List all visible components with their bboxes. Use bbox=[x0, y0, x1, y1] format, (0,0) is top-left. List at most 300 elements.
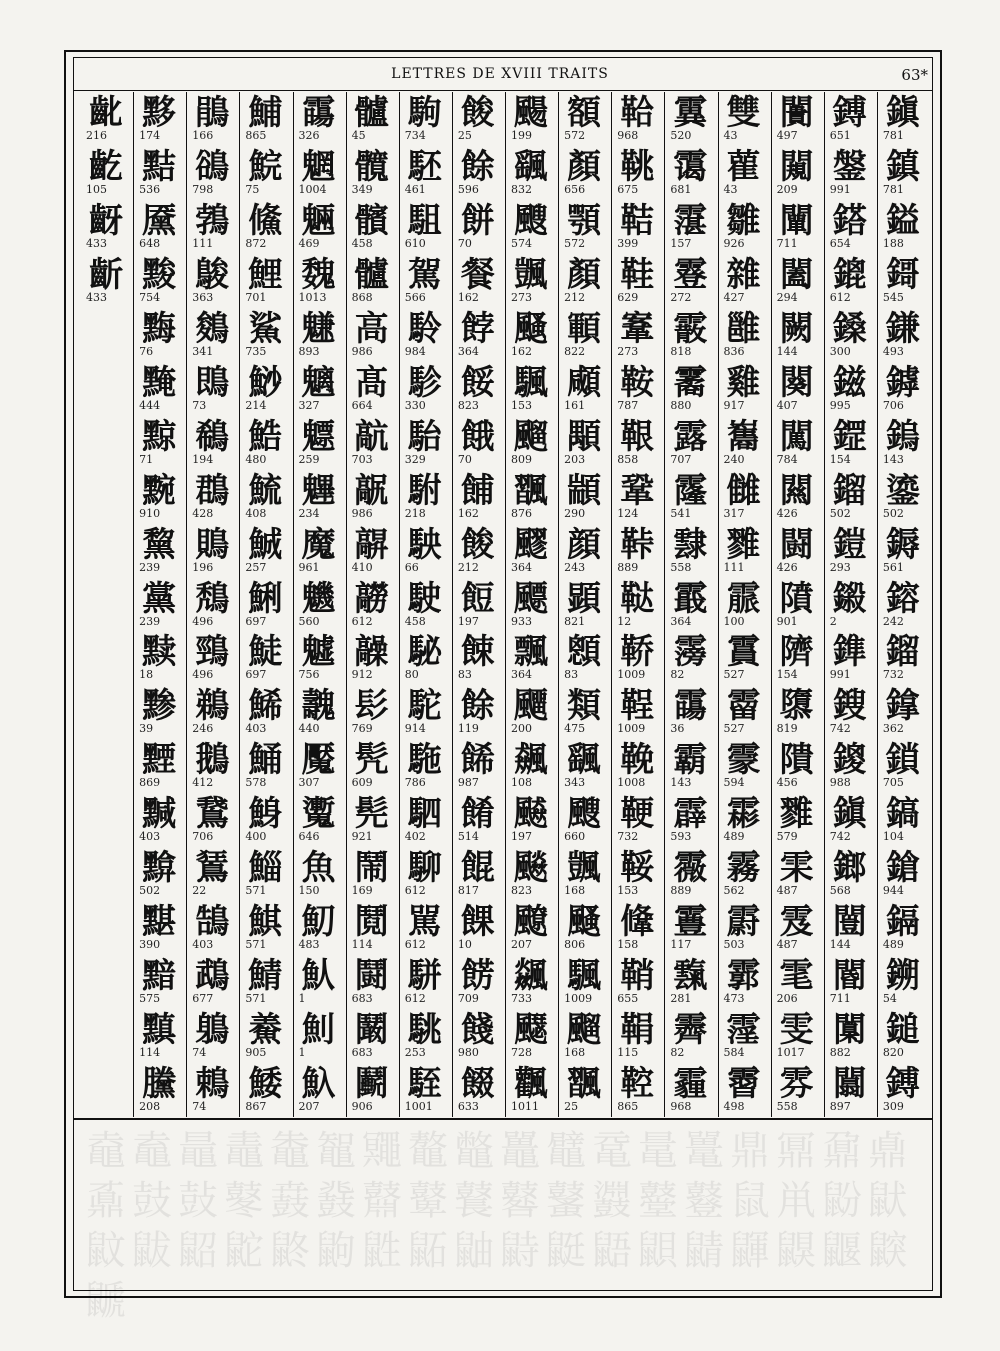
character-entry bbox=[718, 416, 771, 471]
character-glyph: 駗 bbox=[407, 362, 442, 403]
character-entry bbox=[505, 1063, 558, 1118]
character-glyph: 餔 bbox=[460, 470, 495, 511]
character-entry bbox=[293, 254, 346, 309]
character-glyph: 鎦 bbox=[885, 632, 920, 673]
character-entry bbox=[346, 793, 399, 848]
character-entry bbox=[346, 578, 399, 633]
character-glyph: 魍 bbox=[301, 146, 336, 187]
page-reference-number: 733 bbox=[511, 992, 532, 1006]
character-glyph: 霻 bbox=[673, 902, 708, 943]
page-reference-number: 709 bbox=[457, 992, 479, 1006]
character-glyph: 駒 bbox=[407, 93, 442, 133]
character-glyph: 餒 bbox=[460, 362, 495, 403]
page-reference-number: 281 bbox=[670, 992, 692, 1006]
page-reference-number: 426 bbox=[776, 506, 798, 520]
character-glyph: 鵞 bbox=[195, 794, 230, 835]
character-entry bbox=[133, 739, 186, 794]
character-entry bbox=[293, 1009, 346, 1064]
character-entry bbox=[239, 631, 292, 686]
page-reference-number: 995 bbox=[829, 398, 851, 412]
page-reference-number: 987 bbox=[457, 776, 479, 790]
page-reference-number: 496 bbox=[192, 668, 214, 682]
page-reference-number: 865 bbox=[245, 129, 267, 142]
character-glyph: 鎛 bbox=[832, 93, 867, 133]
character-glyph: 鬩 bbox=[354, 902, 389, 943]
character-glyph: 餕 bbox=[460, 93, 495, 133]
page-reference-number: 458 bbox=[404, 614, 426, 628]
character-entry bbox=[611, 308, 664, 363]
character-entry bbox=[558, 362, 611, 417]
character-entry bbox=[239, 955, 292, 1010]
page-reference-number: 341 bbox=[192, 344, 214, 358]
character-entry bbox=[664, 793, 717, 848]
character-entry bbox=[824, 631, 877, 686]
character-glyph: 駘 bbox=[407, 416, 442, 457]
character-glyph: 髟 bbox=[354, 686, 389, 727]
character-glyph: 飆 bbox=[514, 740, 548, 781]
page-reference-number: 408 bbox=[245, 506, 267, 520]
character-entry bbox=[877, 631, 930, 686]
page-reference-number: 742 bbox=[829, 830, 851, 844]
character-entry bbox=[293, 793, 346, 848]
character-entry bbox=[558, 146, 611, 201]
page-reference-number: 199 bbox=[511, 129, 532, 142]
character-entry bbox=[452, 362, 505, 417]
character-entry bbox=[824, 308, 877, 363]
character-entry bbox=[611, 1009, 664, 1064]
page-reference-number: 986 bbox=[351, 506, 373, 520]
page-reference-number: 711 bbox=[776, 236, 798, 250]
character-glyph: 魖 bbox=[301, 632, 336, 673]
character-glyph: 鵠 bbox=[195, 902, 230, 943]
character-glyph: 霯 bbox=[673, 254, 708, 295]
page-reference-number: 45 bbox=[351, 129, 366, 142]
column-divider bbox=[399, 92, 400, 1117]
character-glyph: 類 bbox=[567, 686, 602, 727]
character-entry bbox=[824, 146, 877, 201]
character-glyph: 颾 bbox=[514, 308, 548, 349]
page-reference-number: 541 bbox=[670, 506, 692, 520]
page-reference-number: 154 bbox=[829, 452, 851, 466]
character-entry bbox=[186, 685, 239, 740]
page-reference-number: 70 bbox=[457, 236, 472, 250]
character-column bbox=[133, 92, 186, 1117]
character-entry bbox=[399, 901, 452, 956]
character-entry bbox=[399, 955, 452, 1010]
page-reference-number: 697 bbox=[245, 668, 267, 682]
page-reference-number: 317 bbox=[723, 506, 745, 520]
character-glyph: 高 bbox=[354, 308, 389, 349]
page-reference-number: 487 bbox=[776, 884, 798, 898]
character-glyph: 鯐 bbox=[248, 632, 283, 673]
character-glyph: 鯍 bbox=[248, 470, 283, 511]
character-entry bbox=[133, 901, 186, 956]
character-glyph: 駢 bbox=[407, 956, 442, 997]
character-glyph: 霭 bbox=[673, 146, 708, 187]
character-entry bbox=[824, 578, 877, 633]
page-reference-number: 410 bbox=[351, 560, 373, 574]
character-glyph: 鵑 bbox=[195, 93, 230, 133]
character-glyph: 霷 bbox=[673, 686, 708, 727]
page-reference-number: 43 bbox=[723, 182, 738, 196]
character-entry bbox=[558, 955, 611, 1010]
character-glyph: 飀 bbox=[514, 416, 548, 457]
page-reference-number: 701 bbox=[245, 290, 267, 304]
page-reference-number: 876 bbox=[511, 506, 532, 520]
character-glyph: 餓 bbox=[460, 416, 495, 457]
character-entry bbox=[239, 470, 292, 525]
page-reference-number: 218 bbox=[404, 506, 426, 520]
page-reference-number: 584 bbox=[723, 1046, 745, 1060]
character-entry bbox=[505, 146, 558, 201]
character-entry bbox=[877, 362, 930, 417]
page-reference-number: 111 bbox=[192, 236, 214, 250]
character-glyph: 鞓 bbox=[620, 686, 655, 727]
character-glyph: 颾 bbox=[567, 902, 602, 943]
character-entry bbox=[664, 362, 717, 417]
character-glyph: 霽 bbox=[673, 1010, 708, 1051]
page-reference-number: 111 bbox=[723, 560, 745, 574]
character-entry bbox=[771, 631, 824, 686]
character-glyph: 鎌 bbox=[885, 308, 920, 349]
character-glyph: 鵡 bbox=[195, 956, 230, 997]
character-entry bbox=[346, 416, 399, 471]
page-reference-number: 214 bbox=[245, 398, 267, 412]
character-entry bbox=[718, 955, 771, 1010]
character-glyph: 顎 bbox=[567, 200, 602, 241]
character-glyph: 齖 bbox=[89, 200, 123, 241]
column-divider bbox=[611, 92, 612, 1117]
page-reference-number: 161 bbox=[564, 398, 586, 412]
character-glyph: 黭 bbox=[142, 848, 177, 889]
page-reference-number: 329 bbox=[404, 452, 426, 466]
page-reference-number: 683 bbox=[351, 992, 373, 1006]
page-reference-number: 496 bbox=[192, 614, 214, 628]
page-reference-number: 343 bbox=[564, 776, 586, 790]
page-reference-number: 272 bbox=[670, 290, 692, 304]
character-entry bbox=[452, 578, 505, 633]
character-entry bbox=[877, 578, 930, 633]
character-entry bbox=[346, 308, 399, 363]
character-entry bbox=[611, 470, 664, 525]
character-entry bbox=[611, 578, 664, 633]
character-entry bbox=[664, 308, 717, 363]
character-glyph: 魕 bbox=[301, 578, 336, 619]
character-entry bbox=[877, 739, 930, 794]
character-entry bbox=[611, 254, 664, 309]
character-entry bbox=[505, 739, 558, 794]
character-entry bbox=[664, 578, 717, 633]
character-entry bbox=[877, 146, 930, 201]
character-entry bbox=[558, 254, 611, 309]
character-glyph: 顒 bbox=[567, 416, 602, 457]
character-entry bbox=[505, 1009, 558, 1064]
page-reference-number: 594 bbox=[723, 776, 745, 790]
page-reference-number: 612 bbox=[404, 938, 426, 952]
character-entry bbox=[824, 524, 877, 579]
character-glyph: 魐 bbox=[301, 308, 336, 349]
page-reference-number: 168 bbox=[564, 884, 586, 898]
character-entry bbox=[718, 308, 771, 363]
character-entry bbox=[452, 793, 505, 848]
character-entry bbox=[239, 1063, 292, 1118]
page-reference-number: 705 bbox=[882, 776, 904, 790]
character-glyph: 黪 bbox=[142, 686, 177, 727]
character-column bbox=[718, 92, 771, 1117]
character-glyph: 黯 bbox=[142, 956, 177, 997]
character-glyph: 闠 bbox=[779, 93, 814, 133]
character-entry bbox=[611, 362, 664, 417]
page-reference-number: 818 bbox=[670, 344, 692, 358]
character-glyph: 餗 bbox=[460, 632, 495, 673]
character-entry bbox=[558, 470, 611, 525]
character-entry bbox=[133, 362, 186, 417]
page-reference-number: 675 bbox=[617, 182, 639, 196]
character-glyph: 髗 bbox=[354, 254, 389, 295]
character-glyph: 髡 bbox=[354, 794, 389, 835]
character-glyph: 鯒 bbox=[248, 740, 283, 781]
character-glyph: 鯇 bbox=[248, 146, 283, 187]
character-entry bbox=[611, 631, 664, 686]
page-reference-number: 1013 bbox=[298, 290, 327, 304]
character-entry bbox=[293, 470, 346, 525]
character-column bbox=[399, 92, 452, 1117]
character-entry bbox=[239, 416, 292, 471]
character-entry bbox=[399, 362, 452, 417]
character-entry bbox=[505, 470, 558, 525]
page-reference-number: 823 bbox=[511, 884, 532, 898]
character-entry bbox=[664, 416, 717, 471]
character-entry bbox=[505, 631, 558, 686]
character-entry bbox=[399, 92, 452, 147]
character-glyph: 露 bbox=[673, 416, 708, 457]
character-entry bbox=[452, 847, 505, 902]
character-glyph: 顓 bbox=[567, 470, 602, 511]
character-glyph: 魛 bbox=[301, 902, 336, 943]
character-glyph: 餕 bbox=[460, 524, 495, 565]
page-reference-number: 697 bbox=[245, 614, 267, 628]
character-entry bbox=[718, 254, 771, 309]
character-glyph: 魗 bbox=[301, 686, 336, 727]
character-glyph: 髞 bbox=[354, 632, 389, 673]
character-entry bbox=[239, 146, 292, 201]
page-reference-number: 572 bbox=[564, 236, 586, 250]
character-glyph: 鯋 bbox=[248, 362, 283, 403]
page-reference-number: 12 bbox=[617, 614, 632, 628]
character-entry bbox=[877, 254, 930, 309]
page-reference-number: 403 bbox=[245, 722, 267, 736]
character-glyph: 黩 bbox=[142, 632, 177, 673]
page-reference-number: 612 bbox=[829, 290, 851, 304]
page-reference-number: 858 bbox=[617, 452, 639, 466]
character-entry bbox=[293, 416, 346, 471]
character-glyph: 雡 bbox=[779, 794, 814, 835]
character-glyph: 闕 bbox=[779, 308, 814, 349]
character-glyph: 駤 bbox=[407, 1064, 442, 1105]
character-glyph: 雬 bbox=[779, 848, 814, 889]
page-reference-number: 330 bbox=[404, 398, 426, 412]
character-entry bbox=[452, 739, 505, 794]
page-reference-number: 71 bbox=[139, 452, 154, 466]
column-divider bbox=[824, 92, 825, 1117]
page-reference-number: 784 bbox=[776, 452, 798, 466]
page-reference-number: 76 bbox=[139, 344, 154, 358]
page-reference-number: 83 bbox=[564, 668, 579, 682]
character-column bbox=[664, 92, 717, 1117]
character-glyph: 飁 bbox=[567, 1064, 602, 1105]
page-reference-number: 115 bbox=[617, 1046, 639, 1060]
page-reference-number: 203 bbox=[564, 452, 586, 466]
page-reference-number: 910 bbox=[139, 506, 161, 520]
character-entry bbox=[877, 955, 930, 1010]
character-entry bbox=[239, 524, 292, 579]
character-glyph: 黫 bbox=[142, 740, 177, 781]
character-entry bbox=[399, 1009, 452, 1064]
page-reference-number: 73 bbox=[192, 398, 207, 412]
page-reference-number: 100 bbox=[723, 614, 745, 628]
character-entry bbox=[505, 847, 558, 902]
character-glyph: 髙 bbox=[354, 362, 389, 403]
page-reference-number: 74 bbox=[192, 1100, 207, 1114]
character-glyph: 餖 bbox=[460, 578, 495, 619]
page-reference-number: 10 bbox=[457, 938, 472, 952]
character-glyph: 鎪 bbox=[832, 686, 867, 727]
page-reference-number: 119 bbox=[457, 722, 479, 736]
page-reference-number: 326 bbox=[298, 129, 320, 142]
page-reference-number: 742 bbox=[829, 722, 851, 736]
page-reference-number: 912 bbox=[351, 668, 373, 682]
character-entry bbox=[505, 308, 558, 363]
page-reference-number: 1009 bbox=[564, 992, 593, 1006]
character-glyph: 闘 bbox=[779, 524, 814, 565]
character-entry bbox=[611, 739, 664, 794]
character-entry bbox=[186, 470, 239, 525]
character-glyph: 黡 bbox=[142, 200, 177, 241]
character-glyph: 颽 bbox=[514, 254, 548, 295]
page-reference-number: 1009 bbox=[617, 722, 646, 736]
character-glyph: 餑 bbox=[460, 308, 495, 349]
character-glyph: 飂 bbox=[514, 524, 548, 565]
character-column bbox=[824, 92, 877, 1117]
character-glyph: 颿 bbox=[514, 362, 548, 403]
page-reference-number: 889 bbox=[617, 560, 639, 574]
column-divider bbox=[133, 92, 134, 1117]
character-glyph: 鵕 bbox=[195, 308, 230, 349]
page-reference-number: 364 bbox=[670, 614, 692, 628]
character-entry bbox=[664, 92, 717, 147]
page-reference-number: 933 bbox=[511, 614, 532, 628]
page-reference-number: 105 bbox=[86, 182, 107, 196]
character-glyph: 雭 bbox=[779, 902, 814, 943]
character-glyph: 雚 bbox=[726, 146, 761, 187]
page-reference-number: 1001 bbox=[404, 1100, 433, 1114]
page-reference-number: 832 bbox=[511, 182, 532, 196]
page-reference-number: 197 bbox=[511, 830, 532, 844]
character-entry bbox=[399, 847, 452, 902]
character-glyph: 雡 bbox=[726, 524, 761, 565]
character-entry bbox=[399, 793, 452, 848]
page-reference-number: 162 bbox=[457, 290, 479, 304]
character-glyph: 餜 bbox=[460, 902, 495, 943]
character-entry bbox=[558, 200, 611, 255]
character-glyph: 鎜 bbox=[832, 146, 867, 187]
character-glyph: 飀 bbox=[567, 1010, 602, 1051]
page-reference-number: 433 bbox=[86, 290, 107, 304]
character-glyph: 闑 bbox=[832, 1010, 867, 1051]
character-entry bbox=[399, 739, 452, 794]
character-entry bbox=[452, 955, 505, 1010]
page-reference-number: 889 bbox=[670, 884, 692, 898]
character-entry bbox=[293, 631, 346, 686]
character-entry bbox=[452, 901, 505, 956]
character-entry bbox=[877, 92, 930, 147]
character-glyph: 餅 bbox=[460, 200, 495, 241]
character-glyph: 鎦 bbox=[832, 470, 867, 511]
page-reference-number: 502 bbox=[829, 506, 851, 520]
character-glyph: 颼 bbox=[567, 794, 602, 835]
page-reference-number: 527 bbox=[723, 722, 745, 736]
column-divider bbox=[239, 92, 240, 1117]
character-glyph: 霢 bbox=[726, 578, 761, 619]
character-entry bbox=[399, 524, 452, 579]
page-reference-number: 769 bbox=[351, 722, 373, 736]
character-entry bbox=[664, 470, 717, 525]
character-entry bbox=[239, 92, 292, 147]
character-entry bbox=[293, 739, 346, 794]
character-glyph: 黦 bbox=[142, 470, 177, 511]
character-entry bbox=[133, 92, 186, 147]
character-glyph: 鵓 bbox=[195, 200, 230, 241]
character-glyph: 霰 bbox=[673, 308, 708, 349]
page-reference-number: 806 bbox=[564, 938, 586, 952]
page-reference-number: 711 bbox=[829, 992, 851, 1006]
character-glyph: 黟 bbox=[142, 93, 177, 133]
character-entry bbox=[824, 416, 877, 471]
page-reference-number: 514 bbox=[457, 830, 479, 844]
character-glyph: 雠 bbox=[726, 470, 761, 511]
character-glyph: 顐 bbox=[567, 308, 602, 349]
character-glyph: 鯕 bbox=[248, 902, 283, 943]
page-reference-number: 74 bbox=[192, 1046, 207, 1060]
character-entry bbox=[186, 739, 239, 794]
character-entry bbox=[239, 847, 292, 902]
page-reference-number: 207 bbox=[511, 938, 532, 952]
column-divider bbox=[346, 92, 347, 1117]
page-reference-number: 82 bbox=[670, 668, 685, 682]
character-column bbox=[505, 92, 558, 1117]
character-glyph: 颿 bbox=[567, 956, 602, 997]
page-reference-number: 273 bbox=[511, 290, 532, 304]
character-entry bbox=[186, 146, 239, 201]
page-reference-number: 194 bbox=[192, 452, 214, 466]
page-reference-number: 984 bbox=[404, 344, 426, 358]
character-entry bbox=[664, 955, 717, 1010]
character-glyph: 飃 bbox=[514, 578, 548, 619]
page-reference-number: 169 bbox=[351, 884, 373, 898]
character-glyph: 鵘 bbox=[195, 470, 230, 511]
page-reference-number: 66 bbox=[404, 560, 419, 574]
page-reference-number: 108 bbox=[511, 776, 532, 790]
character-glyph: 駓 bbox=[407, 146, 442, 187]
character-entry bbox=[664, 146, 717, 201]
page-reference-number: 1011 bbox=[511, 1100, 539, 1114]
character-entry bbox=[558, 524, 611, 579]
character-entry bbox=[346, 254, 399, 309]
character-glyph: 鞈 bbox=[620, 93, 655, 133]
character-glyph: 颻 bbox=[514, 146, 548, 187]
page-reference-number: 458 bbox=[351, 236, 373, 250]
character-glyph: 鵣 bbox=[195, 1064, 230, 1105]
